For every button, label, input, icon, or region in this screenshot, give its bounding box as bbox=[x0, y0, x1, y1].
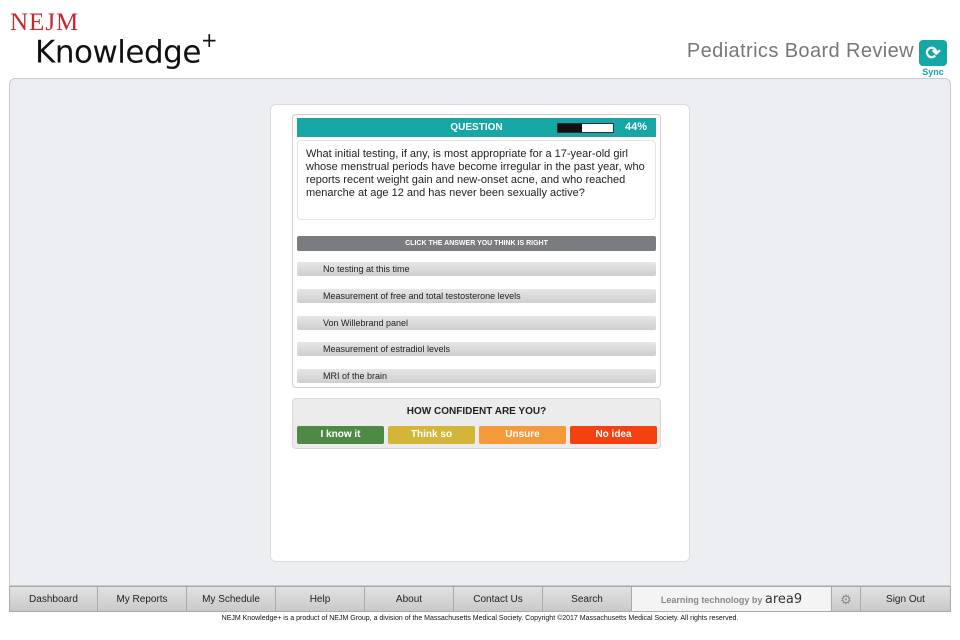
answer-option-5[interactable]: MRI of the brain bbox=[297, 369, 656, 383]
answer-option-4[interactable]: Measurement of estradiol levels bbox=[297, 342, 656, 356]
nav-help[interactable]: Help bbox=[276, 586, 365, 612]
nejm-knowledge-logo[interactable] bbox=[10, 9, 218, 71]
logo-nejm: NEJM bbox=[10, 9, 80, 36]
footer-copyright: NEJM Knowledge+ is a product of NEJM Group, a division of the Massachusetts Medical Society. Copyright ©2017 Massachusetts Medical Society. All rights reserved. bbox=[221, 615, 739, 622]
progress-bar bbox=[557, 123, 614, 133]
bottom-nav bbox=[9, 586, 951, 612]
answer-option-3[interactable]: Von Willebrand panel bbox=[297, 316, 656, 330]
confidence-heading: HOW CONFIDENT ARE YOU? bbox=[406, 406, 547, 417]
logo-knowledge bbox=[35, 28, 218, 71]
course-title: Pediatrics Board Review bbox=[686, 40, 914, 62]
answer-option-2[interactable]: Measurement of free and total testosterone levels bbox=[297, 289, 656, 303]
settings-gear-icon[interactable]: ⚙ bbox=[832, 586, 861, 612]
question-header-label: QUESTION bbox=[450, 122, 503, 133]
nav-search[interactable]: Search bbox=[543, 586, 632, 612]
confidence-i-know-it-button[interactable]: I know it bbox=[297, 426, 384, 444]
confidence-panel bbox=[292, 398, 661, 449]
confidence-unsure-button[interactable]: Unsure bbox=[479, 426, 566, 444]
progress-bar-fill bbox=[558, 124, 582, 132]
sync-icon: ⟳ bbox=[919, 40, 947, 66]
nav-sign-out[interactable]: Sign Out bbox=[861, 586, 951, 612]
header bbox=[0, 0, 960, 78]
confidence-think-so-button[interactable]: Think so bbox=[388, 426, 475, 444]
main-area bbox=[9, 78, 951, 586]
answer-instruction: CLICK THE ANSWER YOU THINK IS RIGHT bbox=[297, 236, 656, 251]
area9-logo: area9 bbox=[764, 592, 803, 607]
question-text: What initial testing, if any, is most appropriate for a 17-year-old girl whose menstrual periods have become irregular in the past year, who reports recent weight gain and new-onset acne, and who reached menarche at age 12 and has never been sexually active? bbox=[297, 140, 656, 220]
logo-plus: + bbox=[200, 28, 218, 52]
nav-my-reports[interactable]: My Reports bbox=[98, 586, 187, 612]
progress-percent: 44% bbox=[624, 121, 647, 133]
sync-label: Sync bbox=[922, 67, 944, 77]
credit-prefix: Learning technology by bbox=[660, 595, 763, 605]
nav-dashboard[interactable]: Dashboard bbox=[9, 586, 98, 612]
question-card bbox=[270, 104, 690, 562]
nav-my-schedule[interactable]: My Schedule bbox=[187, 586, 276, 612]
logo-knowledge-text: Knowledge bbox=[35, 34, 201, 71]
nav-about[interactable]: About bbox=[365, 586, 454, 612]
question-header-bar bbox=[297, 118, 656, 137]
nav-contact-us[interactable]: Contact Us bbox=[454, 586, 543, 612]
sync-button[interactable] bbox=[919, 40, 947, 77]
confidence-no-idea-button[interactable]: No idea bbox=[570, 426, 657, 444]
question-panel bbox=[292, 114, 661, 388]
answer-option-1[interactable]: No testing at this time bbox=[297, 262, 656, 276]
area9-credit bbox=[632, 586, 832, 612]
